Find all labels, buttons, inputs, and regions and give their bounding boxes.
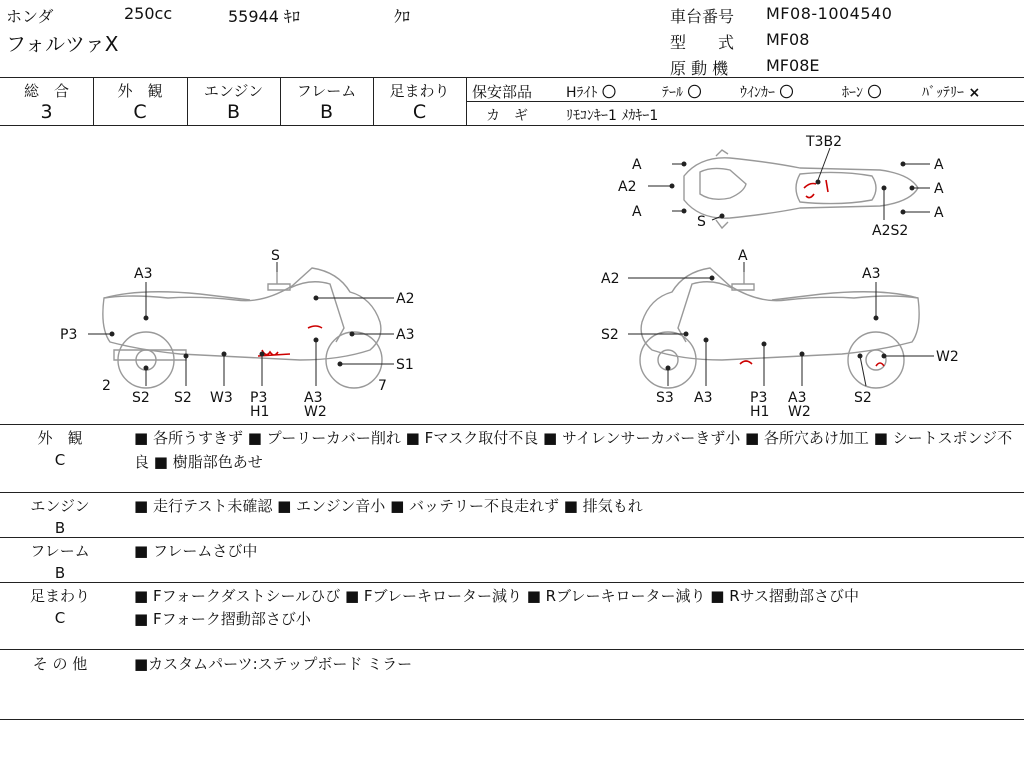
diagram-label: W2 [304, 404, 327, 420]
diagram-label: P3 [750, 390, 768, 406]
section-engine-text: ■ 走行テスト未確認 ■ エンジン音小 ■ バッテリー不良走れず ■ 排気もれ [134, 497, 643, 515]
divider [0, 582, 1024, 583]
mileage: 55944 ｷﾛ [228, 7, 300, 26]
safety-taillight-mark: 〇 [687, 85, 702, 101]
diagram-label: S3 [656, 390, 674, 406]
safety-horn-label: ﾎｰﾝ [842, 85, 863, 101]
diagram-label: A2 [396, 291, 415, 307]
scooter-left-view [60, 248, 414, 420]
chassis-label: 車台番号 [670, 7, 735, 26]
diagram-label: A [738, 248, 748, 264]
grade-label-exterior: 外 観 [117, 82, 163, 100]
diagram-label: A2S2 [872, 223, 909, 239]
damage-diagram [0, 128, 1024, 424]
diagram-label: A [934, 205, 944, 221]
section-suspension-text-2: ■ Fフォーク摺動部さび小 [134, 610, 311, 628]
section-exterior-text: ■ 各所うすきず ■ プーリーカバー削れ ■ Fマスク取付不良 ■ サイレンサーカバーきず小 ■ 各所穴あけ加工 ■ シートスポンジ不良 ■ 樹脂部色あせ [134, 429, 1013, 471]
safety-headlight [566, 82, 616, 102]
section-suspension-text: ■ Fフォークダストシールひび ■ Fブレーキローター減り ■ Rブレーキローター減り ■ Rサス摺動部さび中 [134, 587, 860, 605]
divider [0, 492, 1024, 493]
section-grade: C [54, 451, 66, 469]
grade-value-engine: B [226, 101, 241, 123]
model-name: フォルツァX [6, 32, 119, 56]
section-frame [0, 540, 120, 584]
displacement: 250cc [124, 4, 173, 23]
diagram-label: P3 [250, 390, 268, 406]
safety-label: 保安部品 [472, 83, 533, 101]
diagram-label: S2 [132, 390, 150, 406]
grade-label-suspension: 足まわり [389, 82, 450, 100]
section-label: 外 観 [37, 429, 83, 447]
grade-value-overall: 3 [40, 101, 53, 123]
diagram-label: A2 [618, 179, 637, 195]
type-value: MF08 [766, 30, 810, 49]
divider [0, 125, 1024, 126]
diagram-label: A3 [862, 266, 881, 282]
section-frame-text: ■ フレームさび中 [134, 542, 258, 560]
diagram-label: W2 [788, 404, 811, 420]
safety-horn-mark: 〇 [867, 85, 882, 101]
grade-label-overall: 総 合 [23, 82, 69, 100]
divider [0, 77, 1024, 78]
diagram-label: H1 [750, 404, 770, 420]
color: ｸﾛ [394, 7, 411, 26]
section-other [0, 653, 120, 675]
section-engine [0, 495, 120, 539]
diagram-label: 2 [102, 378, 111, 394]
diagram-label: A3 [694, 390, 713, 406]
safety-winker-label: ｳｲﾝｶｰ [740, 85, 775, 101]
diagram-label: A2 [601, 271, 620, 287]
diagram-label: A3 [134, 266, 153, 282]
diagram-label: A3 [788, 390, 807, 406]
diagram-label: S [271, 248, 280, 264]
safety-headlight-label: Hﾗｲﾄ [566, 85, 598, 101]
grade-value-frame: B [319, 101, 334, 123]
section-suspension [0, 585, 120, 629]
section-label: フレーム [30, 542, 90, 560]
scooter-top-view [618, 134, 944, 239]
type-label: 型 式 [670, 33, 735, 52]
key-label: カ ギ [486, 108, 528, 124]
chassis-number: MF08-1004540 [766, 4, 893, 23]
diagram-label: S2 [854, 390, 872, 406]
safety-taillight-label: ﾃｰﾙ [662, 85, 683, 101]
grade-value-suspension: C [412, 101, 427, 123]
divider [0, 424, 1024, 425]
divider [0, 649, 1024, 650]
diagram-label: 7 [378, 378, 387, 394]
divider [0, 537, 1024, 538]
safety-taillight [662, 82, 701, 102]
divider [0, 719, 1024, 720]
scooter-right-view [601, 248, 959, 420]
grade-label-frame: フレーム [296, 82, 357, 100]
diagram-label: H1 [250, 404, 270, 420]
diagram-label: S2 [601, 327, 619, 343]
safety-battery-label: ﾊﾞｯﾃﾘｰ [922, 85, 964, 101]
engine-label: 原 動 機 [670, 59, 729, 78]
section-label: エンジン [30, 497, 90, 515]
section-other-text: ■カスタムパーツ:ステップボード ミラー [134, 655, 413, 673]
diagram-label: W3 [210, 390, 233, 406]
diagram-label: A [934, 181, 944, 197]
safety-winker-mark: 〇 [779, 85, 794, 101]
section-grade: C [54, 609, 66, 627]
safety-winker [740, 82, 793, 102]
safety-horn [842, 82, 881, 102]
grade-label-engine: エンジン [203, 82, 264, 100]
diagram-label: T3B2 [806, 134, 842, 150]
diagram-label: W2 [936, 349, 959, 365]
safety-battery-mark: × [968, 85, 981, 101]
section-exterior [0, 427, 120, 471]
diagram-label: A [632, 204, 642, 220]
diagram-label: P3 [60, 327, 78, 343]
diagram-label: S1 [396, 357, 414, 373]
grade-value-exterior: C [133, 101, 147, 123]
section-label: そ の 他 [32, 655, 88, 673]
diagram-label: S [697, 214, 706, 230]
diagram-label: A3 [396, 327, 415, 343]
diagram-label: A [934, 157, 944, 173]
section-grade: B [54, 519, 66, 537]
maker: ホンダ [6, 7, 54, 26]
section-label: 足まわり [29, 587, 90, 605]
diagram-label: A [632, 157, 642, 173]
divider [466, 77, 467, 125]
diagram-label: A3 [304, 390, 323, 406]
safety-headlight-mark: 〇 [601, 85, 616, 101]
diagram-label: S2 [174, 390, 192, 406]
section-grade: B [54, 564, 66, 582]
safety-battery [922, 82, 980, 102]
engine-value: MF08E [766, 56, 820, 75]
key-value: ﾘﾓｺﾝｷｰ1 ﾒｶｷｰ1 [566, 108, 659, 124]
